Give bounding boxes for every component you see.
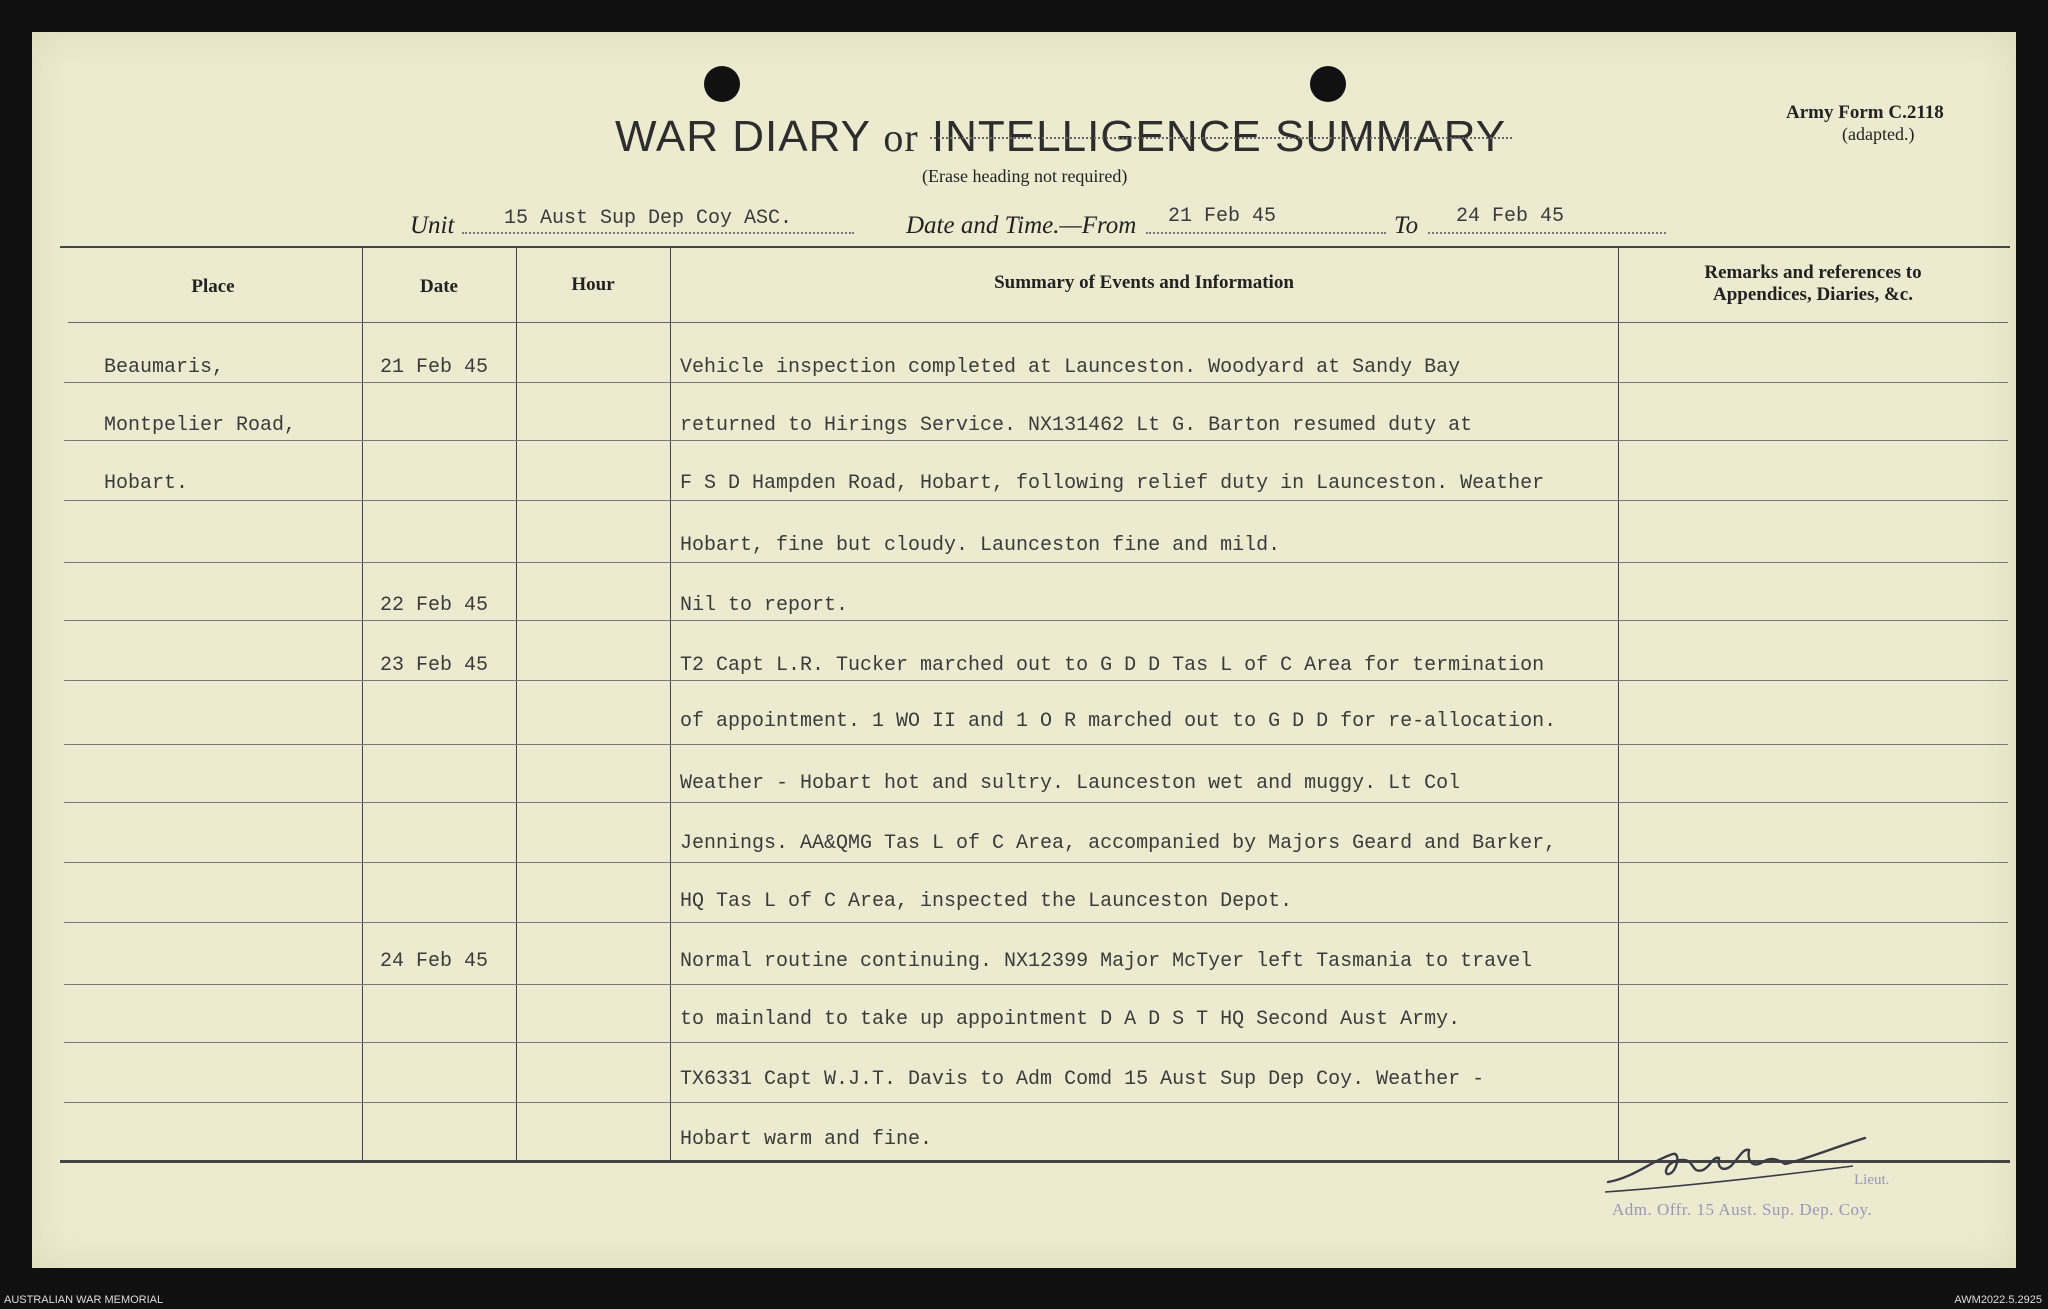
- header-rule: [68, 322, 2008, 323]
- row-rule: [64, 680, 2008, 681]
- entry-summary: Normal routine continuing. NX12399 Major McTyer left Tasmania to travel: [680, 950, 1533, 973]
- col-header-remarks-line2: Appendices, Diaries, &c.: [1712, 284, 1913, 305]
- entry-place: Beaumaris,: [104, 356, 225, 379]
- army-form-adapted: (adapted.): [1842, 124, 1915, 144]
- unit-value: 15 Aust Sup Dep Coy ASC.: [504, 207, 793, 230]
- entry-place: Hobart.: [104, 472, 189, 495]
- col-header-summary: Summary of Events and Information: [994, 272, 1294, 293]
- to-date-value: 24 Feb 45: [1456, 205, 1565, 228]
- entry-summary: Vehicle inspection completed at Launceston. Woodyard at Sandy Bay: [680, 356, 1461, 379]
- unit-label: Unit: [410, 212, 455, 239]
- row-rule: [64, 1102, 2008, 1103]
- row-rule: [64, 562, 2008, 563]
- entry-summary: Weather - Hobart hot and sultry. Launceston wet and muggy. Lt Col: [680, 772, 1461, 795]
- row-rule: [64, 500, 2008, 501]
- date-time-from-label: Date and Time.—From: [906, 212, 1137, 239]
- footer-right: AWM2022.5.2925: [1954, 1294, 2042, 1306]
- entry-place: Montpelier Road,: [104, 414, 297, 437]
- footer-left: AUSTRALIAN WAR MEMORIAL: [4, 1294, 164, 1306]
- entry-summary: Jennings. AA&QMG Tas L of C Area, accompanied by Majors Geard and Barker,: [680, 832, 1557, 855]
- punch-hole-left: [704, 66, 740, 102]
- col-header-date: Date: [420, 276, 458, 297]
- row-rule: [64, 862, 2008, 863]
- entry-summary: to mainland to take up appointment D A D S T HQ Second Aust Army.: [680, 1008, 1461, 1031]
- entry-date: 23 Feb 45: [380, 654, 489, 677]
- entry-summary: Hobart warm and fine.: [680, 1128, 933, 1151]
- col-header-remarks-line1: Remarks and references to: [1704, 262, 1922, 283]
- row-rule: [64, 440, 2008, 441]
- entry-summary: F S D Hampden Road, Hobart, following relief duty in Launceston. Weather: [680, 472, 1545, 495]
- army-form-number: Army Form C.2118: [1786, 102, 1944, 123]
- entry-summary: TX6331 Capt W.J.T. Davis to Adm Comd 15 Aust Sup Dep Coy. Weather -: [680, 1068, 1485, 1091]
- col-header-hour: Hour: [571, 274, 615, 295]
- punch-hole-right: [1310, 66, 1346, 102]
- unit-dotted-line: [462, 232, 854, 234]
- row-rule: [64, 382, 2008, 383]
- row-rule: [64, 922, 2008, 923]
- entry-summary: Nil to report.: [680, 594, 849, 617]
- from-date-value: 21 Feb 45: [1168, 205, 1277, 228]
- entry-date: 22 Feb 45: [380, 594, 489, 617]
- entry-summary: of appointment. 1 WO II and 1 O R marched out to G D D for re-allocation.: [680, 710, 1557, 733]
- title-struck-heading: INTELLIGENCE SUMMARY: [931, 112, 1507, 161]
- column-divider-place: [362, 248, 363, 1160]
- table-top-rule: [60, 246, 2010, 248]
- stamp-rank: Lieut.: [1854, 1172, 1890, 1188]
- from-dotted-line: [1146, 232, 1386, 234]
- row-rule: [64, 1042, 2008, 1043]
- to-label: To: [1394, 212, 1419, 239]
- row-rule: [64, 984, 2008, 985]
- entry-summary: T2 Capt L.R. Tucker marched out to G D D Tas L of C Area for termination: [680, 654, 1545, 677]
- title-war-diary: WAR DIARY: [615, 112, 871, 161]
- unit-stamp: Adm. Offr. 15 Aust. Sup. Dep. Coy.: [1612, 1200, 1873, 1219]
- row-rule: [64, 802, 2008, 803]
- erase-heading-note: (Erase heading not required): [922, 166, 1128, 186]
- row-rule: [64, 744, 2008, 745]
- form-title: [615, 112, 1506, 162]
- to-dotted-line: [1428, 232, 1666, 234]
- column-divider-hour: [670, 248, 671, 1160]
- entry-summary: Hobart, fine but cloudy. Launceston fine and mild.: [680, 534, 1281, 557]
- column-divider-date: [516, 248, 517, 1160]
- title-or: or: [883, 115, 919, 160]
- entry-date: 24 Feb 45: [380, 950, 489, 973]
- entry-summary: returned to Hirings Service. NX131462 Lt G. Barton resumed duty at: [680, 414, 1473, 437]
- column-divider-summary: [1618, 248, 1619, 1160]
- entry-date: 21 Feb 45: [380, 356, 489, 379]
- officer-signature: [1603, 1130, 1873, 1200]
- entry-summary: HQ Tas L of C Area, inspected the Launceston Depot.: [680, 890, 1293, 913]
- row-rule: [64, 620, 2008, 621]
- col-header-place: Place: [191, 276, 235, 297]
